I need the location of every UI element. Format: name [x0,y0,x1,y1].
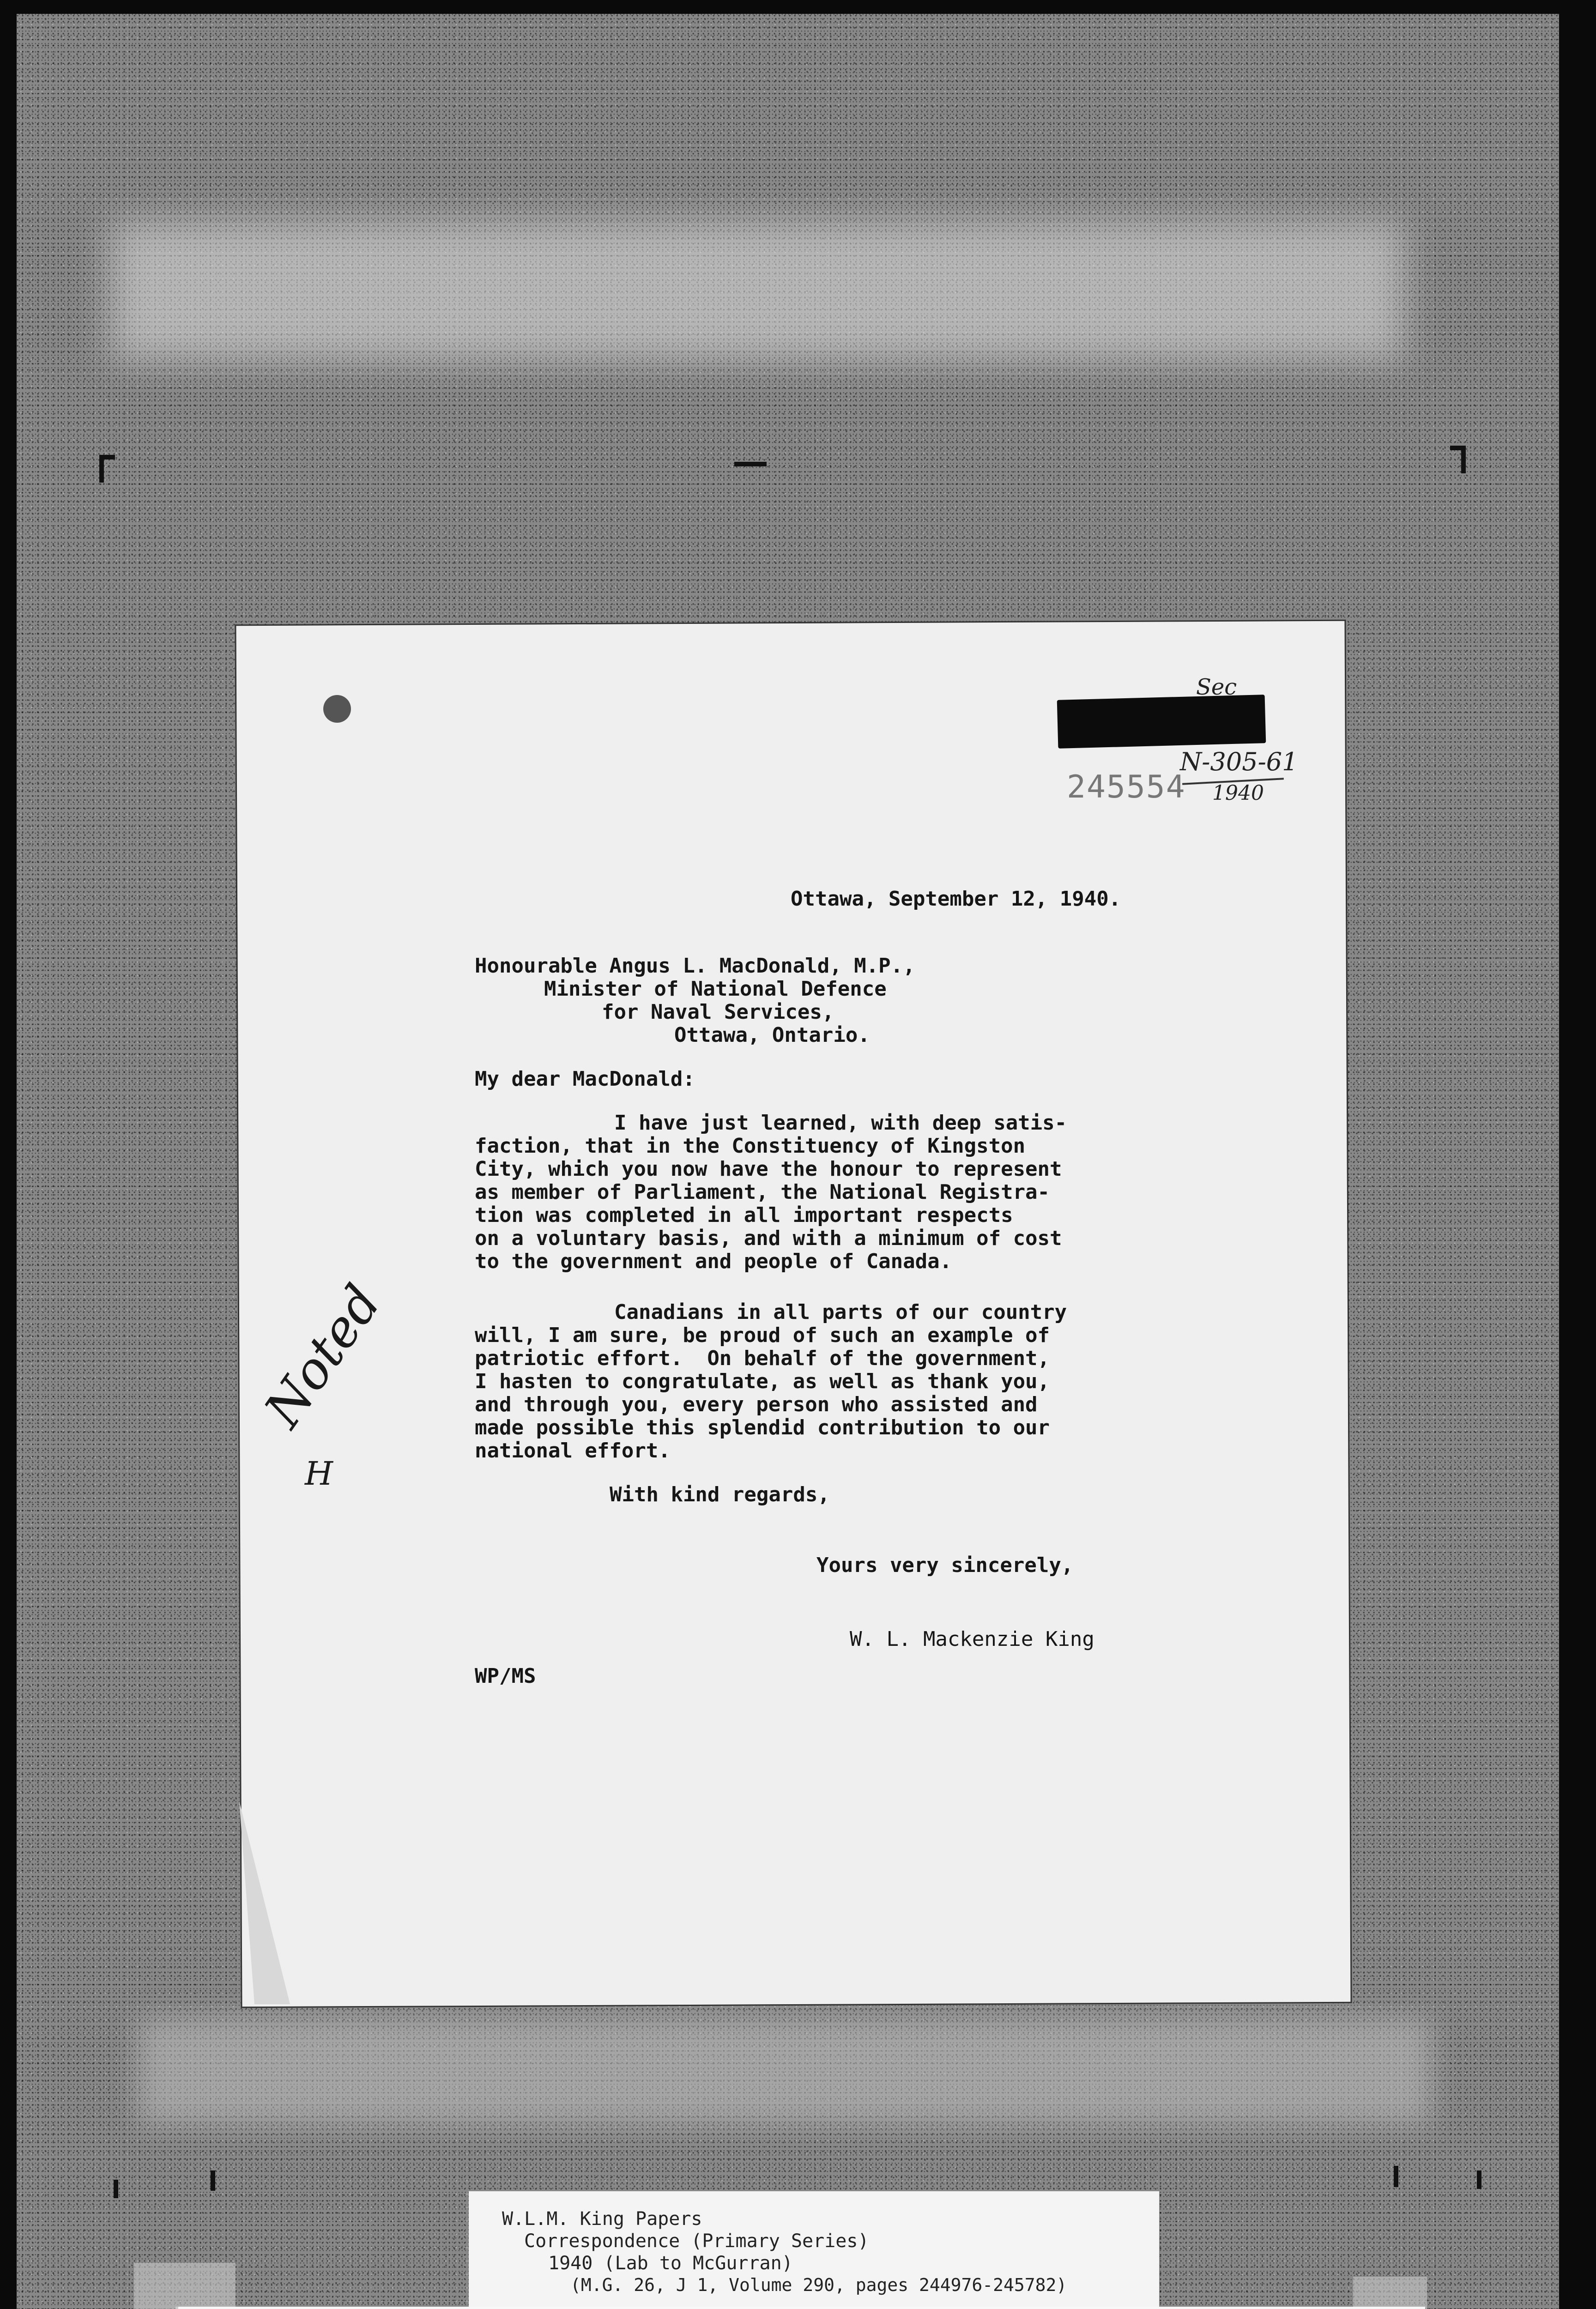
paragraph1-line: City, which you now have the honour to represent [475,1157,1062,1181]
paragraph2-line: patriotic effort. On behalf of the government, [475,1347,1050,1370]
corner-mark-bottom-left [114,2180,118,2198]
label-line: W.L.M. King Papers [502,2208,702,2230]
paragraph2-line: Canadians in all parts of our country [614,1300,1067,1324]
paragraph2-line: national effort. [475,1439,671,1463]
address-line: Honourable Angus L. MacDonald, M.P., [475,954,915,978]
archive-reference-label [469,2191,1159,2309]
label-line: 1940 (Lab to McGurran) [548,2253,793,2274]
paragraph1-line: as member of Parliament, the National Registra- [475,1180,1050,1204]
paragraph1-line: tion was completed in all important respects [475,1203,1013,1227]
handwritten-initials: H [305,1455,333,1493]
label-line: (M.G. 26, J 1, Volume 290, pages 244976-245782) [570,2275,1067,2295]
paragraph1-line: on a voluntary basis, and with a minimum of cost [475,1227,1062,1250]
paragraph2-line: and through you, every person who assisted and [475,1393,1038,1416]
file-tag-handwritten: Sec [1196,674,1237,700]
label-line: Correspondence (Primary Series) [524,2230,869,2252]
typist-initials: WP/MS [475,1664,536,1688]
handwritten-noted: Noted [253,1274,393,1438]
corner-mark-top-left-stem [99,455,104,483]
top-glare [111,222,1404,360]
tape-strip-right [1353,2277,1427,2309]
salutation: My dear MacDonald: [475,1067,695,1091]
corner-mark-bottom-right-2 [1477,2170,1481,2189]
archives-card [175,2307,1425,2309]
punch-hole [323,695,351,723]
top-center-mark [734,462,767,466]
file-year-handwritten: 1940 [1212,781,1264,805]
paragraph1-line: to the government and people of Canada. [475,1250,952,1273]
address-line: Minister of National Defence [544,977,887,1001]
stamp-number: 245554 [1067,769,1186,805]
paragraph2-line: will, I am sure, be proud of such an example of [475,1324,1050,1347]
address-line: Ottawa, Ontario. [674,1023,870,1047]
date-line: Ottawa, September 12, 1940. [791,887,1121,911]
redaction-bar [1057,695,1266,749]
corner-mark-top-right-stem [1461,446,1466,473]
paragraph1-line: faction, that in the Constituency of Kingston [475,1134,1026,1158]
address-line: for Naval Services, [602,1000,834,1024]
paragraph2-line: made possible this splendid contribution to our [475,1416,1050,1439]
paragraph1-line: I have just learned, with deep satis- [614,1111,1067,1135]
corner-mark-bottom-left-2 [211,2170,215,2191]
kind-regards: With kind regards, [610,1483,830,1506]
paragraph2-line: I hasten to congratulate, as well as thank you, [475,1370,1050,1393]
signature: W. L. Mackenzie King [850,1627,1094,1651]
closing: Yours very sincerely, [816,1553,1074,1577]
tape-strip-left [134,2263,236,2309]
file-reference-handwritten: N-305-61 [1180,747,1298,776]
corner-mark-bottom-right [1394,2166,1398,2187]
bottom-glare [139,2018,1432,2124]
